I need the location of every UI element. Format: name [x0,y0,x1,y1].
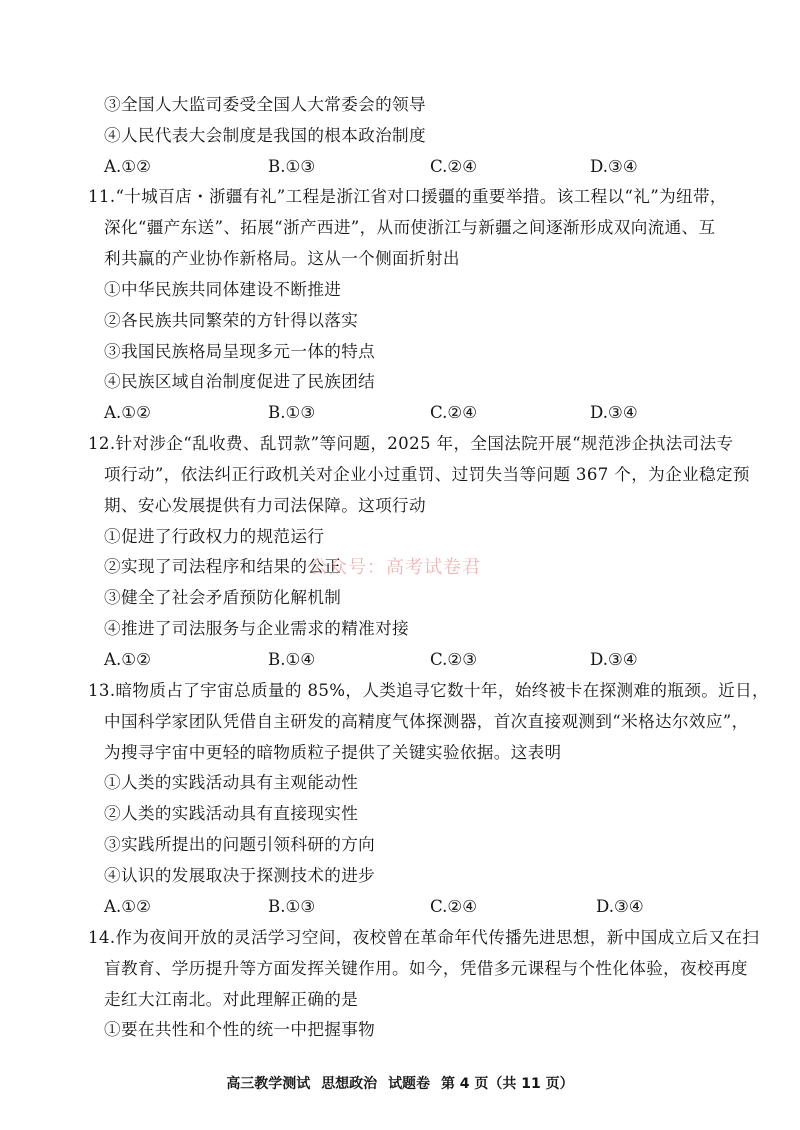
q11-stem-line-1: 11.“十城百店・浙疆有礼”工程是浙江省对口援疆的重要举措。该工程以“礼”为纽带， [88,187,727,206]
q11-item-2: ②各民族共同繁荣的方针得以落实 [104,311,359,330]
prev-option-d: D.③④ [590,157,638,176]
q12-item-2: ②实现了司法程序和结果的公正 [104,557,342,576]
prev-item-4: ④人民代表大会制度是我国的根本政治制度 [104,126,426,145]
q13-option-a: A.①② [104,897,152,916]
footer-page-number: 第 4 页（共 11 页） [440,1076,574,1092]
q12-option-d: D.③④ [590,650,638,669]
watermark: 公众号：高考试卷君 [310,557,481,578]
q13-item-1: ①人类的实践活动具有主观能动性 [104,773,359,792]
q13-option-d: D.③④ [596,897,644,916]
footer-subject: 思想政治 [321,1076,378,1092]
q11-item-1: ①中华民族共同体建设不断推进 [104,280,342,299]
q13-stem-line-1: 13.暗物质占了宇宙总质量的 85%，人类追寻它数十年，始终被卡在探测难的瓶颈。近日， [88,681,769,700]
q14-stem-line-2: 盲教育、学历提升等方面发挥关键作用。如今，凭借多元课程与个性化体验，夜校再度 [104,959,748,978]
q13-option-c: C.②④ [430,897,478,916]
q12-option-b: B.①④ [268,650,316,669]
q13-item-4: ④认识的发展取决于探测技术的进步 [104,866,376,885]
q13-stem-line-2: 中国科学家团队凭借自主研发的高精度气体探测器，首次直接观测到“米格达尔效应”， [104,712,749,731]
prev-item-3: ③全国人大监司委受全国人大常委会的领导 [104,95,426,114]
prev-option-b: B.①③ [268,157,316,176]
footer-exam: 高三教学测试 [226,1076,311,1092]
q11-option-c: C.②④ [430,403,478,422]
q14-stem-line-3: 走红大江南北。对此理解正确的是 [104,990,359,1009]
prev-option-c: C.②④ [430,157,478,176]
q11-stem-line-2: 深化“疆产东送”、拓展“浙产西进”，从而使浙江与新疆之间逐渐形成双向流通、互 [104,218,716,237]
q11-item-4: ④民族区域自治制度促进了民族团结 [104,372,376,391]
q12-stem-line-3: 期、安心发展提供有力司法保障。这项行动 [104,496,426,515]
q12-item-4: ④推进了司法服务与企业需求的精准对接 [104,619,409,638]
q14-item-1: ①要在共性和个性的统一中把握事物 [104,1020,376,1039]
q13-stem-line-3: 为搜寻宇宙中更轻的暗物质粒子提供了关键实验依据。这表明 [104,743,562,762]
prev-option-a: A.①② [104,157,152,176]
page-footer [0,1074,800,1094]
q11-item-3: ③我国民族格局呈现多元一体的特点 [104,342,376,361]
q13-item-2: ②人类的实践活动具有直接现实性 [104,804,359,823]
q12-option-a: A.①② [104,650,152,669]
q12-item-1: ①促进了行政权力的规范运行 [104,527,325,546]
q12-option-c: C.②③ [430,650,478,669]
q11-stem-line-3: 利共赢的产业协作新格局。这从一个侧面折射出 [104,249,460,268]
q12-stem-line-1: 12.针对涉企“乱收费、乱罚款”等问题，2025 年，全国法院开展“规范涉企执法司法专 [88,434,734,453]
q12-item-3: ③健全了社会矛盾预防化解机制 [104,588,342,607]
q11-option-a: A.①② [104,403,152,422]
q13-option-b: B.①③ [268,897,316,916]
q12-stem-line-2: 项行动”，依法纠正行政机关对企业小过重罚、过罚失当等问题 367 个，为企业稳定预 [104,465,750,484]
q11-option-d: D.③④ [590,403,638,422]
q14-stem-line-1: 14.作为夜间开放的灵活学习空间，夜校曾在革命年代传播先进思想，新中国成立后又在扫 [88,928,760,947]
q13-item-3: ③实践所提出的问题引领科研的方向 [104,835,376,854]
q11-option-b: B.①③ [268,403,316,422]
footer-paper: 试题卷 [388,1076,431,1092]
